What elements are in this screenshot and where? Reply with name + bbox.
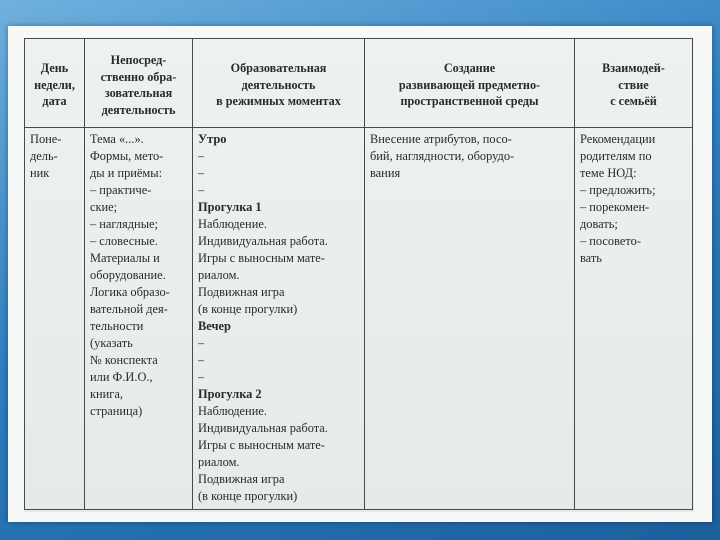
regime-text-line: риалом. bbox=[198, 268, 240, 282]
family-text-line: – посовето- bbox=[580, 234, 641, 248]
family-text-line: – порекомен- bbox=[580, 200, 650, 214]
regime-text-line: Наблюдение. bbox=[198, 217, 267, 231]
activity-text-line: – словесные. bbox=[90, 234, 158, 248]
family-text-line: – предложить; bbox=[580, 183, 656, 197]
activity-text-line: оборудование. bbox=[90, 268, 166, 282]
regime-text-line: – bbox=[198, 183, 205, 197]
activity-text-line: № конспекта bbox=[90, 353, 158, 367]
cell-family bbox=[575, 128, 693, 510]
regime-text-line: Вечер bbox=[198, 319, 231, 333]
regime-text-line: – bbox=[198, 166, 205, 180]
regime-text-line: Подвижная игра bbox=[198, 472, 285, 486]
activity-text-line: – наглядные; bbox=[90, 217, 158, 231]
header-environment: Создание развивающей предметно- пространственной среды bbox=[365, 39, 575, 128]
regime-text-line: Индивидуальная работа. bbox=[198, 234, 328, 248]
regime-text-line: Наблюдение. bbox=[198, 404, 267, 418]
regime-text-line: – bbox=[198, 336, 205, 350]
activity-text-line: ды и приёмы: bbox=[90, 166, 163, 180]
family-text-line: Рекомендации bbox=[580, 132, 656, 146]
activity-text-line: книга, bbox=[90, 387, 123, 401]
regime-text-line: Прогулка 1 bbox=[198, 200, 262, 214]
header-day: День недели, дата bbox=[25, 39, 85, 128]
regime-text-line: – bbox=[198, 370, 205, 384]
header-family: Взаимодей- ствие с семьёй bbox=[575, 39, 693, 128]
header-regime-activity: Образовательная деятельность в режимных моментах bbox=[193, 39, 365, 128]
activity-text-line: (указать bbox=[90, 336, 133, 350]
activity-text-line: ские; bbox=[90, 200, 118, 214]
activity-text-line: Материалы и bbox=[90, 251, 160, 265]
environment-text-line: бий, наглядности, оборудо- bbox=[370, 149, 515, 163]
regime-text-line: Прогулка 2 bbox=[198, 387, 262, 401]
regime-text-line: Подвижная игра bbox=[198, 285, 285, 299]
regime-text-line: – bbox=[198, 353, 205, 367]
document-scan bbox=[24, 38, 694, 512]
activity-text-line: – практиче- bbox=[90, 183, 152, 197]
activity-text-line: тельности bbox=[90, 319, 144, 333]
activity-text-line: страница) bbox=[90, 404, 143, 418]
regime-text-line: риалом. bbox=[198, 455, 240, 469]
family-text-line: вать bbox=[580, 251, 602, 265]
day-text-line: дель- bbox=[30, 149, 58, 163]
planning-table bbox=[24, 38, 693, 510]
environment-text-line: вания bbox=[370, 166, 401, 180]
header-direct-activity: Непосред- ственно обра- зовательная деятельность bbox=[85, 39, 193, 128]
cell-day bbox=[25, 128, 85, 510]
table-row bbox=[25, 128, 693, 510]
regime-text-line: Индивидуальная работа. bbox=[198, 421, 328, 435]
family-text-line: теме НОД: bbox=[580, 166, 637, 180]
family-text-line: родителям по bbox=[580, 149, 652, 163]
regime-text-line: (в конце прогулки) bbox=[198, 302, 298, 316]
activity-text-line: Формы, мето- bbox=[90, 149, 164, 163]
regime-text-line: (в конце прогулки) bbox=[198, 489, 298, 503]
day-text-line: Поне- bbox=[30, 132, 62, 146]
regime-text-line: Игры с выносным мате- bbox=[198, 438, 325, 452]
activity-text-line: или Ф.И.О., bbox=[90, 370, 153, 384]
family-text-line: довать; bbox=[580, 217, 618, 231]
cell-direct-activity bbox=[85, 128, 193, 510]
cell-environment bbox=[365, 128, 575, 510]
environment-text-line: Внесение атрибутов, посо- bbox=[370, 132, 512, 146]
regime-text-line: – bbox=[198, 149, 205, 163]
header-row bbox=[25, 39, 693, 128]
day-text-line: ник bbox=[30, 166, 50, 180]
slide-frame bbox=[8, 26, 712, 522]
cell-regime-activity bbox=[193, 128, 365, 510]
regime-text-line: Игры с выносным мате- bbox=[198, 251, 325, 265]
activity-text-line: вательной дея- bbox=[90, 302, 168, 316]
activity-text-line: Логика образо- bbox=[90, 285, 170, 299]
activity-text-line: Тема «...». bbox=[90, 132, 144, 146]
regime-text-line: Утро bbox=[198, 132, 227, 146]
